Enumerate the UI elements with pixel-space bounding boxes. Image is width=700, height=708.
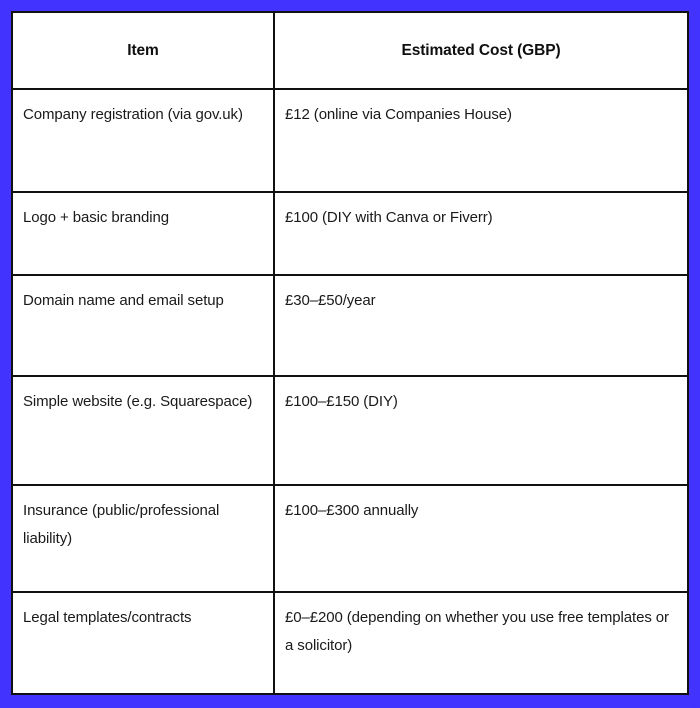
table-row [12, 275, 688, 376]
cell-cost-text: £100 (DIY with Canva or Fiverr) [285, 209, 493, 227]
cell-item [12, 592, 274, 694]
cell-cost [274, 89, 688, 192]
cell-item [12, 376, 274, 485]
cell-item [12, 275, 274, 376]
table-frame [11, 11, 689, 695]
cell-item-text: Domain name and email setup [23, 291, 224, 309]
table-header [12, 12, 688, 89]
cell-cost-text: £12 (online via Companies House) [285, 106, 512, 123]
cell-item-text: Simple website (e.g. Squarespace) [23, 392, 253, 410]
cell-cost [274, 592, 688, 694]
cell-cost-text: £100–£150 (DIY) [285, 392, 398, 410]
cell-item-text: Insurance (public/professional liability) [23, 502, 220, 548]
cell-cost [274, 485, 688, 591]
column-header-estimated-cost: Estimated Cost (GBP) [274, 12, 688, 89]
cell-item-text: Legal templates/contracts [23, 608, 192, 626]
table-row [12, 89, 688, 192]
cell-item-text: Logo + basic branding [23, 209, 169, 227]
cell-item [12, 192, 274, 274]
cell-cost-text: £100–£300 annually [285, 502, 419, 520]
table-row [12, 192, 688, 274]
cell-item [12, 89, 274, 192]
cell-cost [274, 376, 688, 485]
cell-item [12, 485, 274, 591]
table-header-row [12, 12, 688, 89]
table-row [12, 485, 688, 591]
cell-cost [274, 275, 688, 376]
table-body [12, 89, 688, 694]
table-row [12, 592, 688, 694]
cell-item-text: Company registration (via gov.uk) [23, 106, 243, 123]
cell-cost-text: £0–£200 (depending on whether you use free templates or a solicitor) [285, 608, 669, 654]
cell-cost [274, 192, 688, 274]
startup-cost-estimate-table [11, 11, 689, 695]
column-header-item: Item [12, 12, 274, 89]
table-row [12, 376, 688, 485]
cell-cost-text: £30–£50/year [285, 291, 376, 309]
